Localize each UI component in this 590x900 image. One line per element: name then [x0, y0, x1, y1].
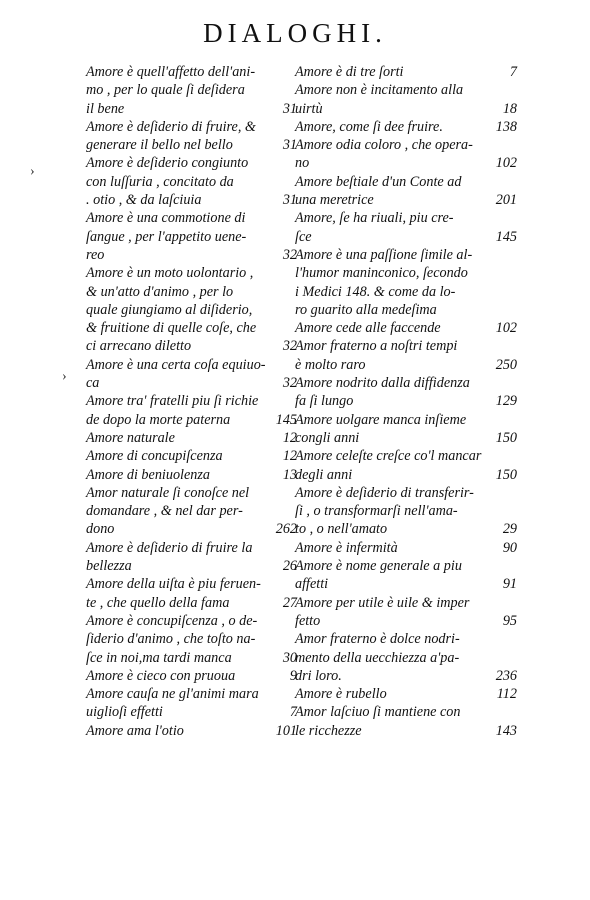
entry-text: Amore è di tre ſorti	[295, 64, 404, 80]
page-number: 7	[509, 64, 517, 80]
margin-mark: ›	[62, 369, 67, 384]
page-number: 236	[495, 667, 517, 684]
index-entry-line	[295, 630, 517, 648]
entry-text: Amore beſtiale d'un Conte ad	[295, 173, 462, 190]
entry-text: bellezza	[86, 558, 132, 575]
page-number: 9	[289, 667, 297, 684]
entry-text: Amore, come ſi dee fruire.	[295, 118, 443, 135]
entry-text: Amore è deſiderio congiunto	[86, 155, 249, 172]
page-number: 138	[495, 118, 517, 135]
entry-text: Amor naturale ſi conoſce nel	[86, 484, 250, 501]
entry-text: te , che quello della fama	[86, 594, 230, 611]
page-number: 101	[275, 722, 297, 739]
index-entry-line	[86, 356, 297, 374]
entry-text: ca	[86, 375, 100, 392]
index-entry-line	[295, 429, 517, 447]
index-entry-line	[86, 447, 297, 465]
index-entry-line	[295, 685, 517, 703]
index-column-right	[295, 63, 517, 740]
index-entry-line	[86, 319, 297, 337]
entry-text: l'humor maninconico, ſecondo	[295, 265, 468, 282]
entry-text: Amore è deſiderio di fruire la	[86, 539, 253, 556]
page-number: 250	[495, 356, 517, 373]
entry-text: & un'atto d'animo , per lo	[86, 283, 234, 300]
index-entry-line	[295, 191, 517, 209]
entry-text: le ricchezze	[295, 722, 362, 739]
index-entry-line	[295, 118, 517, 136]
index-entry-line	[295, 63, 517, 81]
index-entry-line	[295, 612, 517, 630]
page-number: 150	[495, 429, 517, 446]
index-entry-line	[86, 539, 297, 557]
index-entry-line	[86, 301, 297, 319]
page-number: 32	[282, 375, 297, 392]
entry-text: fa ſi lungo	[295, 393, 354, 410]
index-entry-line	[295, 539, 517, 557]
index-entry-line	[295, 649, 517, 667]
index-entry-line	[295, 575, 517, 593]
entry-text: Amore uolgare manca inſieme	[295, 411, 467, 428]
entry-text: i Medici 148. & come da lo-	[295, 283, 456, 300]
entry-text: Amore è una paſſione ſimile al-	[295, 246, 473, 263]
page-number: 12	[282, 448, 297, 465]
page-number: 102	[495, 320, 517, 337]
index-entry-line	[295, 154, 517, 172]
entry-text: ſce in noi,ma tardi manca	[86, 649, 232, 666]
index-entry-line	[295, 520, 517, 538]
entry-text: dri loro.	[295, 667, 342, 684]
page-number: 145	[275, 411, 297, 428]
entry-text: Amor fraterno a noſtri tempi	[295, 338, 458, 355]
entry-text: Amore è quell'affetto dell'ani-	[86, 64, 256, 80]
entry-text: Amore non è incitamento alla	[295, 82, 464, 99]
index-entry-line	[86, 136, 297, 154]
index-entry-line	[295, 264, 517, 282]
index-entry-line	[86, 228, 297, 246]
index-entry-line	[86, 502, 297, 520]
entry-text: Amore ama l'otio	[86, 722, 184, 739]
index-entry-line	[86, 209, 297, 227]
page-number: 31	[282, 192, 297, 209]
index-entry-line	[295, 173, 517, 191]
index-entry-line	[295, 703, 517, 721]
index-entry-line	[295, 209, 517, 227]
entry-text: ci arrecano diletto	[86, 338, 192, 355]
page-number: 30	[282, 649, 297, 666]
index-entry-line	[295, 466, 517, 484]
index-entry-line	[86, 557, 297, 575]
page-number: 102	[495, 155, 517, 172]
index-entry-line	[295, 722, 517, 740]
index-entry-line	[86, 520, 297, 538]
entry-text: uirtù	[295, 100, 323, 117]
index-entry-line	[86, 264, 297, 282]
index-entry-line	[86, 374, 297, 392]
index-entry-line	[295, 484, 517, 502]
page-number: 31	[282, 100, 297, 117]
page-number: 150	[495, 466, 517, 483]
entry-text: una meretrice	[295, 192, 374, 209]
index-entry-line	[295, 301, 517, 319]
page-number: 143	[495, 722, 517, 739]
index-entry-line	[86, 575, 297, 593]
index-entry-line	[86, 429, 297, 447]
entry-text: ro guarito alla medeſima	[295, 301, 437, 318]
page-number: 95	[502, 612, 517, 629]
page-number: 18	[502, 100, 517, 117]
index-entry-line	[295, 246, 517, 264]
index-entry-line	[86, 484, 297, 502]
index-entry-line	[86, 392, 297, 410]
index-entry-line	[295, 100, 517, 118]
index-entry-line	[86, 612, 297, 630]
index-entry-line	[86, 118, 297, 136]
page-number: 29	[502, 521, 517, 538]
index-entry-line	[86, 667, 297, 685]
entry-text: Amore nodrito dalla diffidenza	[295, 375, 470, 392]
index-entry-line	[86, 685, 297, 703]
entry-text: generare il bello nel bello	[86, 137, 233, 154]
entry-text: Amore di beniuolenza	[86, 466, 210, 483]
page-header: DIALOGHI.	[203, 18, 387, 48]
index-entry-line	[86, 466, 297, 484]
index-entry-line	[295, 356, 517, 374]
index-entry-line	[295, 283, 517, 301]
entry-text: congli anni	[295, 429, 360, 446]
entry-text: . otio , & da laſciuia	[86, 192, 202, 209]
entry-text: Amore è nome generale a piu	[295, 558, 462, 575]
entry-text: il bene	[86, 100, 125, 117]
entry-text: Amore naturale	[86, 429, 175, 446]
entry-text: Amore per utile è uile & imper	[295, 594, 470, 611]
entry-text: Amore è deſiderio di fruire, &	[86, 118, 256, 135]
entry-text: Amore è concupiſcenza , o de-	[86, 612, 258, 629]
entry-text: quale giungiamo al diſiderio,	[86, 301, 253, 318]
entry-text: ſiderio d'animo , che toſto na-	[86, 631, 256, 648]
index-entry-line	[295, 374, 517, 392]
index-entry-line	[295, 337, 517, 355]
entry-text: & fruitione di quelle coſe, che	[86, 320, 257, 337]
entry-text: fetto	[295, 612, 321, 629]
entry-text: ſangue , per l'appetito uene-	[86, 228, 247, 245]
entry-text: Amore della uiſta è piu feruen-	[86, 576, 261, 593]
index-entry-line	[295, 557, 517, 575]
index-entry-line	[86, 630, 297, 648]
page-number: 201	[495, 192, 517, 209]
page-number: 91	[502, 576, 517, 593]
index-entry-line	[86, 81, 297, 99]
margin-mark: ›	[30, 164, 35, 179]
index-entry-line	[295, 228, 517, 246]
index-entry-line	[295, 392, 517, 410]
entry-text: dono	[86, 521, 115, 538]
index-entry-line	[86, 337, 297, 355]
page-number: 129	[495, 393, 517, 410]
entry-text: domandare , & nel dar per-	[86, 503, 243, 520]
index-entry-line	[295, 667, 517, 685]
entry-text: affetti	[295, 576, 329, 593]
index-entry-line	[86, 283, 297, 301]
entry-text: Amore di concupiſcenza	[86, 448, 223, 465]
page-number: 32	[282, 246, 297, 263]
entry-text: mo , per lo quale ſi deſidera	[86, 82, 245, 99]
entry-text: no	[295, 155, 310, 172]
index-entry-line	[295, 502, 517, 520]
index-entry-line	[295, 447, 517, 465]
index-entry-line	[86, 411, 297, 429]
index-entry-line	[295, 81, 517, 99]
entry-text: è molto raro	[295, 356, 366, 373]
entry-text: Amore cauſa ne gl'animi mara	[86, 686, 259, 703]
entry-text: de dopo la morte paterna	[86, 411, 231, 428]
entry-text: uiglioſi effetti	[86, 704, 163, 721]
page-number: 145	[495, 228, 517, 245]
index-entry-line	[86, 722, 297, 740]
entry-text: degli anni	[295, 466, 353, 483]
entry-text: to , o nell'amato	[295, 521, 388, 538]
page-number: 32	[282, 338, 297, 355]
entry-text: Amore è infermità	[295, 539, 398, 556]
entry-text: Amore è un moto uolontario ,	[86, 265, 254, 282]
page-number: 27	[282, 594, 297, 611]
index-entry-line	[295, 411, 517, 429]
index-entry-line	[86, 191, 297, 209]
index-entry-line	[86, 63, 297, 81]
entry-text: ſce	[295, 228, 312, 245]
entry-text: Amore cede alle faccende	[295, 320, 441, 337]
page-number: 112	[496, 686, 517, 703]
index-entry-line	[86, 154, 297, 172]
index-entry-line	[86, 649, 297, 667]
entry-text: Amore, ſe ha riuali, piu cre-	[295, 210, 454, 227]
entry-text: Amore è deſiderio di transferir-	[295, 484, 474, 501]
entry-text: Amore è una certa coſa equiuo-	[86, 356, 266, 373]
index-entry-line	[295, 136, 517, 154]
index-entry-line	[86, 246, 297, 264]
index-entry-line	[295, 319, 517, 337]
entry-text: Amor fraterno è dolce nodri-	[295, 631, 460, 648]
entry-text: reo	[86, 246, 105, 263]
entry-text: ſi , o transformarſi nell'ama-	[295, 503, 458, 520]
index-entry-line	[295, 594, 517, 612]
entry-text: Amore celeſte creſce co'l mancar	[295, 448, 482, 465]
index-entry-line	[86, 173, 297, 191]
page-number: 7	[289, 704, 297, 721]
page-number: 262	[275, 521, 297, 538]
entry-text: con luſſuria , concitato da	[86, 173, 234, 190]
index-column-left	[86, 63, 297, 740]
page-number: 26	[282, 558, 297, 575]
index-entry-line	[86, 703, 297, 721]
entry-text: Amore è rubello	[295, 686, 387, 703]
entry-text: Amore tra' fratelli piu ſi richie	[86, 393, 259, 410]
entry-text: Amore è una commotione di	[86, 210, 246, 227]
page-number: 12	[282, 429, 297, 446]
index-entry-line	[86, 100, 297, 118]
entry-text: mento della uecchiezza a'pa-	[295, 649, 460, 666]
entry-text: Amore odia coloro , che opera-	[295, 137, 473, 154]
page-number: 90	[502, 539, 517, 556]
page-number: 31	[282, 137, 297, 154]
entry-text: Amore è cieco con pruoua	[86, 667, 236, 684]
entry-text: Amor laſciuo ſi mantiene con	[295, 704, 461, 721]
index-entry-line	[86, 594, 297, 612]
page-number: 13	[282, 466, 297, 483]
